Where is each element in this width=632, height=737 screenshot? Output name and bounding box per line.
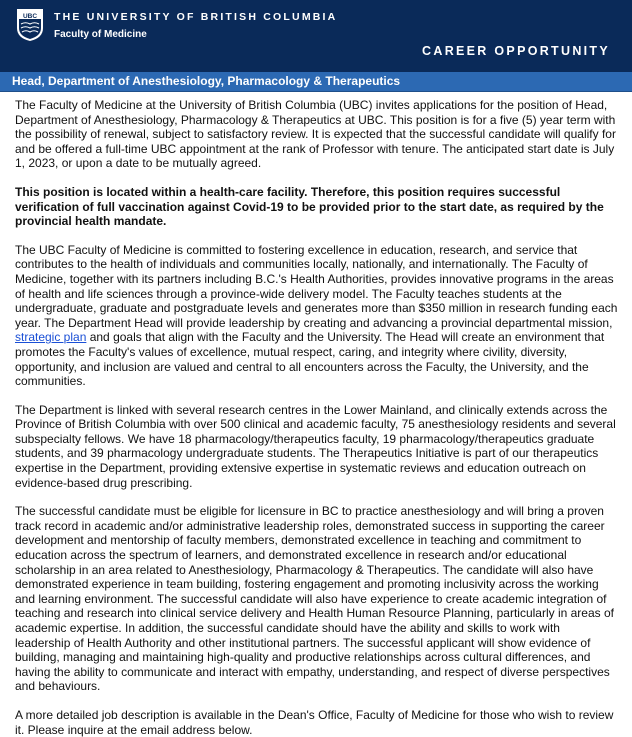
ubc-crest-logo (16, 8, 44, 42)
faculty-paragraph-text-continued: and goals that align with the Faculty and the University. The Head will create an environment that promotes the Faculty's values of excellence, mutual respect, caring, and integrity where civility, diversity, opportunity, and inclusion are valued and central to all encounters across the Faculty, the University, and the communities. (15, 330, 605, 389)
posting-title: Head, Department of Anesthesiology, Pharmacology & Therapeutics (0, 72, 632, 92)
job-description-paragraph: A more detailed job description is available in the Dean's Office, Faculty of Medicine for those who wish to review it. Please inquire at the email address below. (15, 707, 614, 737)
university-name: THE UNIVERSITY OF BRITISH COLUMBIA (54, 11, 338, 23)
career-opportunity-banner: CAREER OPPORTUNITY (422, 44, 610, 58)
page-header (0, 0, 632, 72)
department-paragraph: The Department is linked with several research centres in the Lower Mainland, and clinically extends across the Province of British Columbia with over 500 clinical and academic faculty, 75 anesthesiology residents and several subspecialty fellows. We have 18 pharmacology/therapeutics faculty, 19 pharmacology/therapeutics graduate students, and 39 pharmacology undergraduate students. The Therapeutics Initiative is part of our therapeutics expertise in the Department, providing extensive expertise in systematic reviews and education outreach on evidence-based drug prescribing. (15, 402, 616, 490)
vaccination-notice: This position is located within a health-care facility. Therefore, this position requires successful verification of full vaccination against Covid-19 to be provided prior to the start date, as required by the provincial health mandate. (15, 184, 604, 229)
faculty-paragraph (15, 243, 618, 389)
faculty-paragraph-text: The UBC Faculty of Medicine is committed to fostering excellence in education, research, and service that contributes to the health of individuals and communities locally, nationally, and internationally. The Faculty of Medicine, together with its partners including B.C.'s Health Authorities, provides innovative programs in the areas of health and life sciences through a province-wide delivery model. The Faculty teaches students at the undergraduate, graduate and postgraduate levels and generates more than $350 million in research funding each year. The Department Head will provide leadership by creating and advancing a provincial departmental mission, (15, 242, 618, 330)
crest-lettering: UBC (22, 12, 38, 20)
candidate-paragraph: The successful candidate must be eligible for licensure in BC to practice anesthesiology and will bring a proven track record in academic and/or administrative leadership roles, demonstrated success in supporting the career development and mentorship of faculty members, demonstrated excellence in teaching and commitment to education across the spectrum of learners, and demonstrated excellence in research and/or educational scholarship in an area related to Anesthesiology, Pharmacology & Therapeutics. The candidate will also have demonstrated experience in team building, fostering engagement and promoting inclusivity across the working and learning environment. The successful candidate will also have experience to create academic integration of teaching and research into clinical service delivery and Health Human Resource Planning, particularly in areas of academic expertise. In addition, the successful candidate should have the ability and skills to work with leadership of Health Authority and other institutional partners. The successful applicant will show evidence of building, managing and maintaining high-quality and productive relationships across cultural differences, and having the ability to communicate and interact with empathy, understanding, and respect of diverse perspectives and behaviours. (15, 504, 614, 694)
faculty-name: Faculty of Medicine (54, 29, 147, 40)
strategic-plan-link[interactable]: strategic plan (15, 330, 87, 345)
intro-paragraph: The Faculty of Medicine at the University of British Columbia (UBC) invites applications for the position of Head, Department of Anesthesiology, Pharmacology & Therapeutics at UBC. This position is for a five (5) year term with the possibility of renewal, subject to satisfactory review. It is expected that the successful candidate will qualify for and be offered a full-time UBC appointment at the rank of Professor with tenure. The anticipated start date is July 1, 2023, or upon a date to be mutually agreed. (15, 98, 616, 171)
posting-body (0, 92, 632, 737)
